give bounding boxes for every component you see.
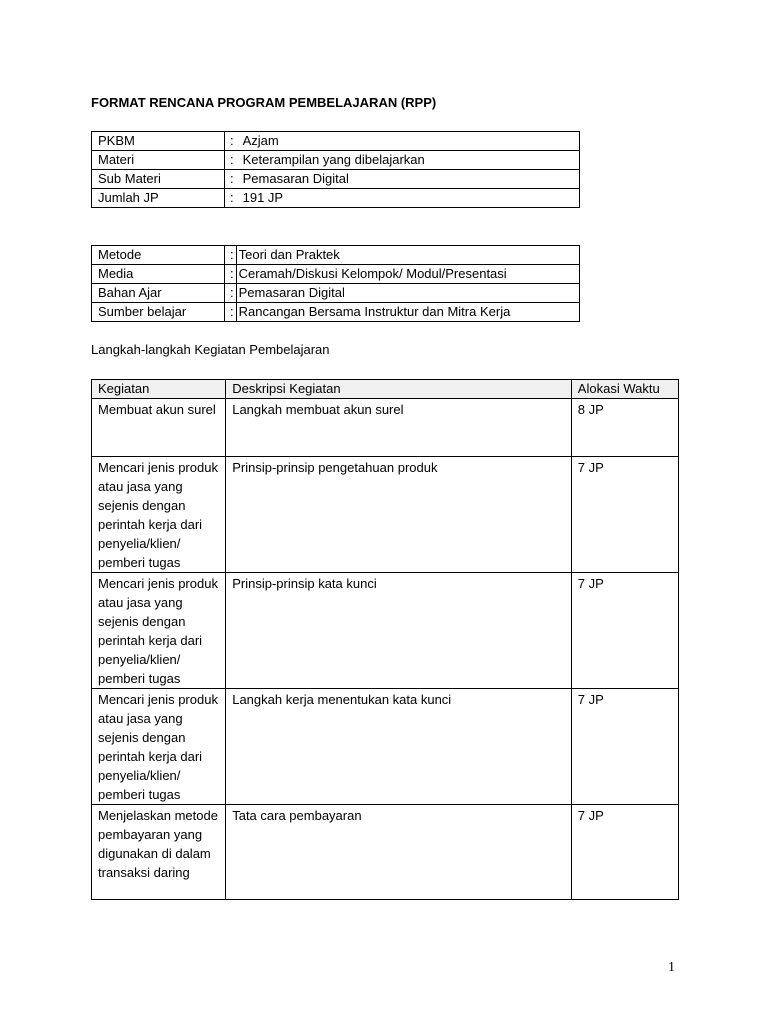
info-separator: : [225,246,237,265]
cell-alokasi: 7 JP [571,457,678,573]
cell-alokasi: 8 JP [571,399,678,457]
table-row [92,573,679,689]
cell-kegiatan: Mencari jenis produk atau jasa yang sejenis dengan perintah kerja dari penyelia/klien/ pemberi tugas [92,457,226,573]
info-value: Pemasaran Digital [236,284,579,303]
cell-kegiatan: Membuat akun surel [92,399,226,457]
info-row-materi [92,151,580,170]
info-value: Teori dan Praktek [236,246,579,265]
table-row [92,689,679,805]
info-row-media [92,265,580,284]
info-separator: : [225,132,239,151]
info-table-general [91,131,580,208]
info-value: Rancangan Bersama Instruktur dan Mitra Kerja [236,303,579,322]
activities-header-row [92,380,679,399]
cell-kegiatan: Menjelaskan metode pembayaran yang digunakan di dalam transaksi daring [92,805,226,900]
info-label: Materi [92,151,225,170]
info-separator: : [225,151,239,170]
cell-deskripsi: Tata cara pembayaran [226,805,572,900]
info-label: Sumber belajar [92,303,225,322]
info-row-jumlah-jp [92,189,580,208]
info-row-metode [92,246,580,265]
cell-deskripsi: Prinsip-prinsip pengetahuan produk [226,457,572,573]
info-value: Ceramah/Diskusi Kelompok/ Modul/Presentasi [236,265,579,284]
page-number: 1 [668,960,675,975]
cell-alokasi: 7 JP [571,689,678,805]
cell-deskripsi: Langkah membuat akun surel [226,399,572,457]
info-label: Metode [92,246,225,265]
info-separator: : [225,170,239,189]
cell-deskripsi: Prinsip-prinsip kata kunci [226,573,572,689]
info-label: Jumlah JP [92,189,225,208]
header-deskripsi: Deskripsi Kegiatan [226,380,572,399]
table-row [92,399,679,457]
info-value: Azjam [239,132,580,151]
info-row-bahan-ajar [92,284,580,303]
cell-alokasi: 7 JP [571,805,678,900]
header-alokasi: Alokasi Waktu [571,380,678,399]
activities-table [91,379,679,900]
info-row-sub-materi [92,170,580,189]
info-table-method [91,245,580,322]
info-label: Bahan Ajar [92,284,225,303]
info-label: Sub Materi [92,170,225,189]
cell-kegiatan: Mencari jenis produk atau jasa yang sejenis dengan perintah kerja dari penyelia/klien/ pemberi tugas [92,689,226,805]
info-separator: : [225,265,237,284]
info-value: Keterampilan yang dibelajarkan [239,151,580,170]
steps-heading: Langkah-langkah Kegiatan Pembelajaran [91,342,330,357]
info-separator: : [225,284,237,303]
table-row [92,457,679,573]
info-value: Pemasaran Digital [239,170,580,189]
info-row-sumber-belajar [92,303,580,322]
info-label: PKBM [92,132,225,151]
info-value: 191 JP [239,189,580,208]
cell-kegiatan: Mencari jenis produk atau jasa yang sejenis dengan perintah kerja dari penyelia/klien/ pemberi tugas [92,573,226,689]
info-separator: : [225,303,237,322]
info-row-pkbm [92,132,580,151]
info-label: Media [92,265,225,284]
info-separator: : [225,189,239,208]
cell-alokasi: 7 JP [571,573,678,689]
cell-deskripsi: Langkah kerja menentukan kata kunci [226,689,572,805]
header-kegiatan: Kegiatan [92,380,226,399]
table-row [92,805,679,900]
document-title: FORMAT RENCANA PROGRAM PEMBELAJARAN (RPP) [91,95,437,110]
